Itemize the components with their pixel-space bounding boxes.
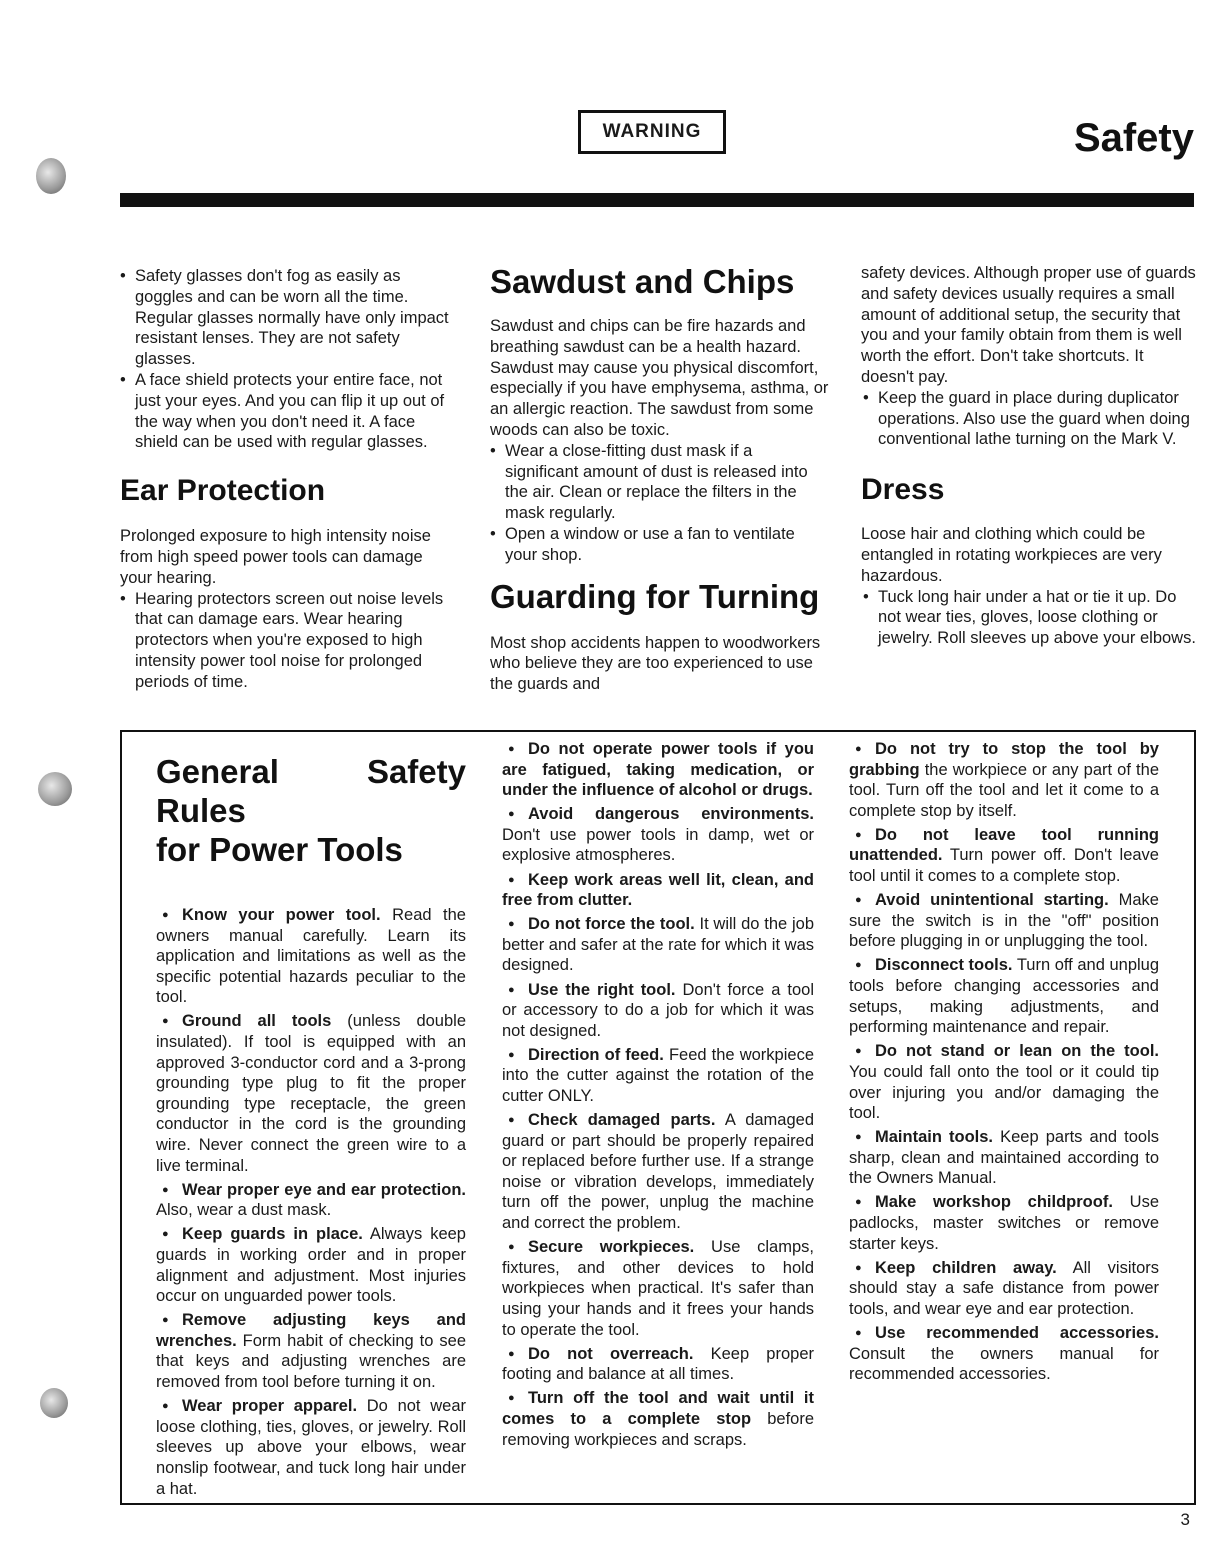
- page-number: 3: [1180, 1510, 1190, 1529]
- rule-item: ● Use the right tool. Don't force a tool or accessory to do a job for which it was not designed.: [502, 980, 814, 1042]
- rule-item: ● Avoid dangerous environments. Don't use power tools in damp, wet or explosive atmospheres.: [502, 804, 814, 866]
- rule-item: ● Make workshop childproof. Use padlocks, master switches or remove starter keys.: [849, 1192, 1159, 1254]
- list-item: • Open a window or use a fan to ventilate your shop.: [490, 524, 830, 566]
- rules-column-2: [502, 739, 814, 1454]
- rule-item: ● Do not operate power tools if you are fatigued, taking medication, or under the influence of alcohol or drugs.: [502, 739, 814, 801]
- rule-item: ● Maintain tools. Keep parts and tools sharp, clean and maintained according to the Owners Manual.: [849, 1127, 1159, 1189]
- list-item: • Hearing protectors screen out noise levels that can damage ears. Wear hearing protectors when you're exposed to high intensity power tool noise for prolonged periods of time.: [120, 589, 455, 693]
- binder-hole-top: [36, 158, 66, 194]
- rule-item: ● Avoid unintentional starting. Make sure the switch is in the "off" position before plugging in or unplugging the tool.: [849, 890, 1159, 952]
- warning-label: WARNING: [578, 110, 726, 154]
- ear-protection-heading: Ear Protection: [120, 474, 326, 508]
- rule-item: ● Do not overreach. Keep proper footing and balance at all times.: [502, 1344, 814, 1385]
- rule-item: ● Do not leave tool running unattended. Turn power off. Don't leave tool until it comes to a complete stop.: [849, 825, 1159, 887]
- list-item: • Tuck long hair under a hat or tie it up. Do not wear ties, gloves, loose clothing or jewelry. Roll sleeves up above your elbows.: [863, 587, 1196, 649]
- guarding-body: Most shop accidents happen to woodworkers who believe they are too experienced to use the guards and: [490, 633, 821, 694]
- rule-item: ● Secure workpieces. Use clamps, fixtures, and other devices to hold workpieces when practical. It's safer than using your hands and it frees your hands to operate the tool.: [502, 1237, 814, 1340]
- list-item: • Safety glasses don't fog as easily as goggles and can be worn all the time. Regular glasses normally have only impact resistant lenses. They are not safety glasses.: [120, 266, 455, 370]
- rules-title-line-1: General Safety Rules: [156, 753, 466, 829]
- column-1: [120, 266, 455, 693]
- binder-hole-bottom: [40, 1388, 68, 1418]
- section-title: Safety: [1073, 116, 1194, 160]
- list-item: • Wear a close-fitting dust mask if a significant amount of dust is released into the air. Clean or replace the filters in the mask regularly.: [490, 441, 830, 524]
- rules-column-1: [156, 752, 466, 1503]
- binder-hole-middle: [38, 772, 72, 806]
- rule-item: ● Check damaged parts. A damaged guard or part should be properly repaired or replaced before further use. If a strange noise or vibration develops, immediately turn off the power, unplug the machine and correct the problem.: [502, 1110, 814, 1234]
- sawdust-body: Sawdust and chips can be fire hazards and breathing sawdust can be a health hazard. Sawdust may cause you physical discomfort, especially if you have emphysema, asthma, or an allergic reaction. The sawdust from some woods can also be toxic.: [490, 317, 829, 439]
- rule-item: ● Turn off the tool and wait until it comes to a complete stop before removing workpieces and scraps.: [502, 1388, 814, 1450]
- rules-column-3: [849, 739, 1159, 1388]
- rule-item: ● Disconnect tools. Turn off and unplug tools before changing accessories and setups, making adjustments, and performing maintenance and repair.: [849, 955, 1159, 1037]
- rule-item: ● Wear proper apparel. Do not wear loose clothing, ties, gloves, or jewelry. Roll sleeves up above your elbows, wear nonslip footwear, and tuck long hair under a hat.: [156, 1396, 466, 1499]
- rules-title-line-2: for Power Tools: [156, 831, 403, 868]
- rule-item: ● Do not try to stop the tool by grabbing the workpiece or any part of the tool. Turn off the tool and let it come to a complete stop by itself.: [849, 739, 1159, 821]
- list-item: • Keep the guard in place during duplicator operations. Also use the guard when doing conventional lathe turning on the Mark V.: [863, 388, 1196, 450]
- column-3: [861, 263, 1196, 649]
- column-2: [490, 262, 830, 695]
- sawdust-heading: Sawdust and Chips: [490, 263, 795, 300]
- rule-item: ● Use recommended accessories. Consult the owners manual for recommended accessories.: [849, 1323, 1159, 1385]
- rule-item: ● Wear proper eye and ear protection. Also, wear a dust mask.: [156, 1180, 466, 1221]
- dress-body: Loose hair and clothing which could be entangled in rotating workpieces are very hazardous.: [861, 525, 1162, 585]
- ear-protection-body: Prolonged exposure to high intensity noise from high speed power tools can damage your hearing.: [120, 527, 431, 587]
- header-rule: [120, 193, 1194, 207]
- rule-item: ● Keep work areas well lit, clean, and free from clutter.: [502, 870, 814, 911]
- rules-title: [156, 752, 466, 869]
- rule-item: ● Remove adjusting keys and wrenches. Form habit of checking to see that keys and adjusting wrenches are removed from tool before turning it on.: [156, 1310, 466, 1392]
- guarding-body-continued: safety devices. Although proper use of guards and safety devices usually requires a small amount of additional setup, the security that you and your family obtain from them is well worth the effort. Don't take shortcuts. It doesn't pay.: [861, 264, 1196, 386]
- rule-item: ● Ground all tools (unless double insulated). If tool is equipped with an approved 3-conductor cord and a 3-prong grounding type plug to fit the proper grounding type receptacle, the green conductor in the cord is the grounding wire. Never connect the green wire to a live terminal.: [156, 1011, 466, 1176]
- dress-heading: Dress: [861, 473, 945, 507]
- rule-item: ● Direction of feed. Feed the workpiece into the cutter against the rotation of the cutter ONLY.: [502, 1045, 814, 1107]
- list-item: • A face shield protects your entire face, not just your eyes. And you can flip it up out of the way when you don't need it. A face shield can be used with regular glasses.: [120, 370, 455, 453]
- rule-item: ● Keep guards in place. Always keep guards in working order and in proper alignment and adjustment. Most injuries occur on unguarded power tools.: [156, 1224, 466, 1306]
- rule-item: ● Know your power tool. Read the owners manual carefully. Learn its application and limitations as well as the specific potential hazards peculiar to the tool.: [156, 905, 466, 1008]
- guarding-heading: Guarding for Turning: [490, 577, 820, 615]
- rule-item: ● Do not force the tool. It will do the job better and safer at the rate for which it was designed.: [502, 914, 814, 976]
- rule-item: ● Do not stand or lean on the tool. You could fall onto the tool or it could tip over injuring you and/or damaging the tool.: [849, 1041, 1159, 1123]
- rule-item: ● Keep children away. All visitors should stay a safe distance from power tools, and wear eye and ear protection.: [849, 1258, 1159, 1320]
